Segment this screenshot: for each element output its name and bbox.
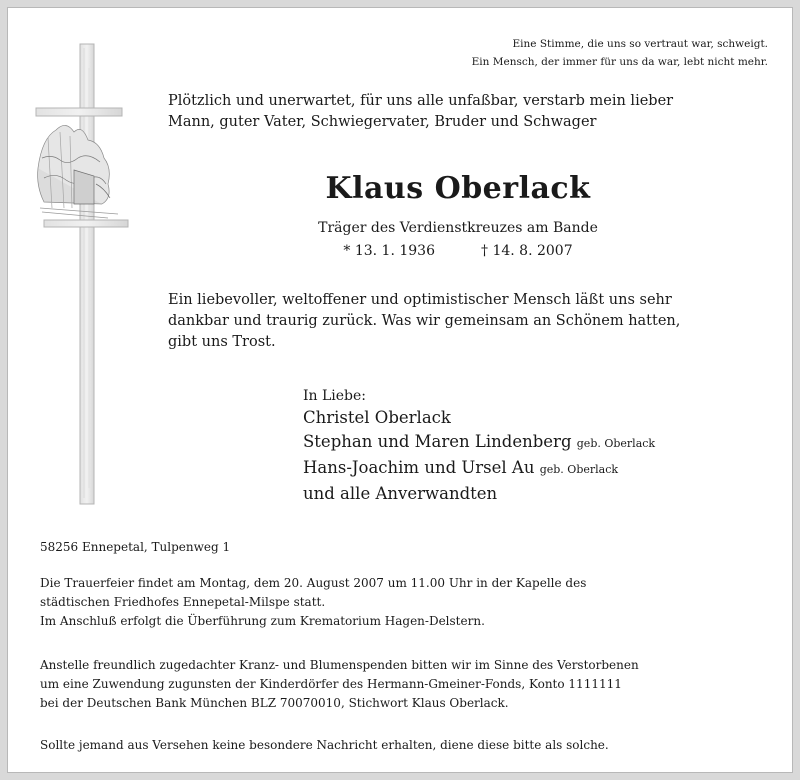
motto-line: Ein Mensch, der immer für uns da war, lebt nicht mehr. — [471, 56, 768, 68]
tribute-line: Ein liebevoller, weltoffener und optimistischer Mensch läßt uns sehr — [168, 292, 672, 308]
cross-illustration — [8, 8, 148, 528]
intro-line: Plötzlich und unerwartet, für uns alle unfaßbar, verstarb mein lieber — [168, 93, 674, 109]
ceremony-line: städtischen Friedhofes Ennepetal-Milspe statt. — [40, 595, 326, 609]
address: 58256 Ennepetal, Tulpenweg 1 — [40, 540, 231, 554]
honor-line: Träger des Verdienstkreuzes am Bande — [318, 220, 598, 236]
donation-line: Anstelle freundlich zugedachter Kranz- und Blumenspenden bitten wir im Sinne des Verstorbenen — [40, 658, 639, 672]
ceremony-line: Die Trauerfeier findet am Montag, dem 20. August 2007 um 11.00 Uhr in der Kapelle des — [40, 576, 587, 590]
motto-line: Eine Stimme, die uns so vertraut war, schweigt. — [512, 38, 768, 50]
landscape-sketch — [38, 125, 118, 218]
death-date: † 14. 8. 2007 — [481, 243, 573, 259]
donation-info — [40, 656, 752, 713]
tribute-text — [168, 290, 748, 353]
obituary-notice — [7, 7, 793, 773]
motto — [472, 35, 768, 71]
family-label: In Liebe: — [303, 388, 367, 404]
intro-text — [168, 91, 748, 133]
family-member — [303, 406, 655, 430]
family-member — [303, 482, 655, 506]
intro-line: Mann, guter Vater, Schwiegervater, Bruder und Schwager — [168, 114, 597, 130]
family-member — [303, 430, 655, 456]
member-note: geb. Oberlack — [539, 463, 619, 476]
closing-note: Sollte jemand aus Versehen keine besondere Nachricht erhalten, diene diese bitte als solche. — [40, 738, 609, 752]
donation-line: bei der Deutschen Bank München BLZ 70070010, Stichwort Klaus Oberlack. — [40, 696, 509, 710]
family-signatures — [303, 386, 655, 506]
ceremony-line: Im Anschluß erfolgt die Überführung zum Krematorium Hagen-Delstern. — [40, 614, 485, 628]
life-dates — [168, 243, 748, 259]
member-name: Christel Oberlack — [303, 408, 451, 427]
tribute-line: dankbar und traurig zurück. Was wir gemeinsam an Schönem hatten, — [168, 313, 681, 329]
member-name: Stephan und Maren Lindenberg — [303, 432, 572, 451]
member-note: geb. Oberlack — [576, 437, 656, 450]
tribute-line: gibt uns Trost. — [168, 334, 276, 350]
birth-date: * 13. 1. 1936 — [343, 243, 435, 259]
donation-line: um eine Zuwendung zugunsten der Kinderdörfer des Hermann-Gmeiner-Fonds, Konto 1111111 — [40, 677, 622, 691]
member-name: Hans-Joachim und Ursel Au — [303, 458, 535, 477]
ceremony-info — [40, 574, 752, 631]
family-member — [303, 456, 655, 482]
member-name: und alle Anverwandten — [303, 484, 498, 503]
deceased-name: Klaus Oberlack — [325, 171, 591, 206]
